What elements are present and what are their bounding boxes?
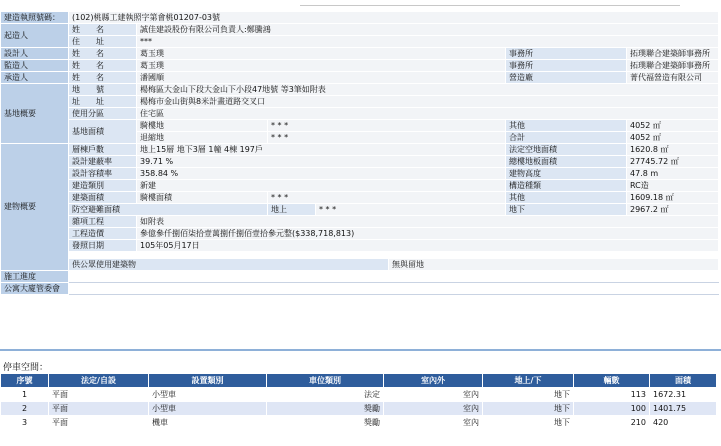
building-cost-label: 工程造價 — [69, 228, 137, 240]
permit-label: 建造執照號碼： — [1, 12, 69, 24]
table-row — [1, 402, 717, 416]
committee-value — [69, 283, 719, 295]
building-total-floor: 27745.72 ㎡ — [627, 156, 719, 168]
building-category: 新建 — [137, 180, 506, 192]
building-misc: 如附表 — [137, 216, 719, 228]
parking-header: 地上/下 — [483, 374, 574, 388]
site-setback-label: 退縮地 — [137, 132, 268, 144]
cell-type: 平面 — [49, 416, 149, 430]
cell-indoor: 室內 — [384, 402, 483, 416]
building-above: * * * — [316, 204, 506, 216]
site-arcade: * * * — [268, 120, 506, 132]
starter-section: 起造人 — [1, 24, 69, 48]
starter-addr-label: 住 址 — [69, 36, 137, 48]
building-public: 無與留地 — [389, 259, 719, 271]
building-other-label: 其他 — [506, 192, 627, 204]
site-arcade-label: 騎樓地 — [137, 120, 268, 132]
contractor-name-label: 姓 名 — [69, 72, 137, 84]
cell-type: 平面 — [49, 402, 149, 416]
parking-header: 輛數 — [574, 374, 650, 388]
contractor-name: 潘國順 — [137, 72, 506, 84]
cell-type: 平面 — [49, 388, 149, 402]
site-addr: 楊梅市金山街與8米計畫道路交叉口 — [137, 96, 719, 108]
supervisor-office-label: 事務所 — [506, 60, 627, 72]
building-arcade: * * * — [268, 192, 506, 204]
starter-name-label: 姓 名 — [69, 24, 137, 36]
cell-area: 1672.31 — [650, 388, 717, 402]
table-row — [1, 416, 717, 430]
site-total-label: 合計 — [506, 132, 627, 144]
progress-label: 施工進度 — [1, 271, 69, 283]
building-legal-open-label: 法定空地面積 — [506, 144, 627, 156]
progress-value — [69, 271, 719, 283]
site-section: 基地概要 — [1, 84, 69, 144]
starter-addr: *** — [137, 36, 719, 48]
site-zone-label: 使用分區 — [69, 108, 137, 120]
top-divider — [300, 5, 680, 6]
cell-indoor: 室內 — [384, 388, 483, 402]
site-other-label: 其他 — [506, 120, 627, 132]
designer-section: 設計人 — [1, 48, 69, 60]
parking-header: 室內外 — [384, 374, 483, 388]
designer-name: 葛玉璞 — [137, 48, 506, 60]
designer-office: 拓璞聯合建築師事務所 — [627, 48, 719, 60]
building-area-label: 建築面積 — [69, 192, 137, 204]
building-other: 1609.18 ㎡ — [627, 192, 719, 204]
building-issue-label: 發照日期 — [69, 240, 137, 252]
building-spacer — [69, 252, 719, 259]
building-structure: RC造 — [627, 180, 719, 192]
cell-count: 100 — [574, 402, 650, 416]
building-shelter-label: 防空避難面積 — [69, 204, 268, 216]
building-legal-open: 1620.8 ㎡ — [627, 144, 719, 156]
building-structure-label: 構造種類 — [506, 180, 627, 192]
building-below-label: 地下 — [506, 204, 627, 216]
cell-seq: 2 — [1, 402, 49, 416]
contractor-firm: 菁代福營造有限公司 — [627, 72, 719, 84]
supervisor-name: 葛玉璞 — [137, 60, 506, 72]
building-coverage: 39.71 % — [137, 156, 506, 168]
building-section: 建物概要 — [1, 144, 69, 271]
building-issue: 105年05月17日 — [137, 240, 719, 252]
parking-header: 法定/自設 — [49, 374, 149, 388]
cell-category: 小型車 — [149, 388, 267, 402]
site-setback: * * * — [268, 132, 506, 144]
cell-area: 420 — [650, 416, 717, 430]
cell-space-type: 法定 — [267, 388, 384, 402]
building-category-label: 建造類別 — [69, 180, 137, 192]
site-addr-label: 址 址 — [69, 96, 137, 108]
building-far: 358.84 % — [137, 168, 506, 180]
site-zone: 住宅區 — [137, 108, 719, 120]
site-area-label: 基地面積 — [69, 120, 137, 144]
cell-count: 113 — [574, 388, 650, 402]
designer-name-label: 姓 名 — [69, 48, 137, 60]
parking-header: 車位類別 — [267, 374, 384, 388]
building-cost: 參億參仟捌佰柒拾壹萬捌仟捌佰壹拾參元整($338,718,813) — [137, 228, 719, 240]
table-row — [1, 388, 717, 402]
parking-header: 面積 — [650, 374, 717, 388]
cell-category: 小型車 — [149, 402, 267, 416]
cell-area: 1401.75 — [650, 402, 717, 416]
building-height-label: 建物高度 — [506, 168, 627, 180]
cell-seq: 1 — [1, 388, 49, 402]
cell-indoor: 室內 — [384, 416, 483, 430]
site-other: 4052 ㎡ — [627, 120, 719, 132]
permit-table — [0, 11, 719, 295]
section-separator — [0, 349, 721, 351]
building-floors-label: 層棟戶數 — [69, 144, 137, 156]
building-arcade-label: 騎樓面積 — [137, 192, 268, 204]
cell-count: 210 — [574, 416, 650, 430]
site-lot-label: 地 號 — [69, 84, 137, 96]
parking-header: 設置類別 — [149, 374, 267, 388]
building-coverage-label: 設計建蔽率 — [69, 156, 137, 168]
cell-category: 機車 — [149, 416, 267, 430]
committee-label: 公寓大廈管委會 — [1, 283, 69, 295]
contractor-section: 承造人 — [1, 72, 69, 84]
building-misc-label: 雜項工程 — [69, 216, 137, 228]
designer-office-label: 事務所 — [506, 48, 627, 60]
parking-caption: 停車空間： — [3, 363, 49, 373]
cell-seq: 3 — [1, 416, 49, 430]
building-far-label: 設計容積率 — [69, 168, 137, 180]
parking-table — [0, 373, 717, 430]
cell-level: 地下 — [483, 402, 574, 416]
starter-name: 誠佳建設股份有限公司負責人:鄭騰鴻 — [137, 24, 719, 36]
cell-level: 地下 — [483, 416, 574, 430]
cell-space-type: 獎勵 — [267, 416, 384, 430]
supervisor-section: 監造人 — [1, 60, 69, 72]
parking-header: 序號 — [1, 374, 49, 388]
site-total: 4052 ㎡ — [627, 132, 719, 144]
building-above-label: 地上 — [268, 204, 316, 216]
building-total-floor-label: 總樓地板面積 — [506, 156, 627, 168]
parking-header-row — [1, 374, 717, 388]
supervisor-name-label: 姓 名 — [69, 60, 137, 72]
cell-space-type: 獎勵 — [267, 402, 384, 416]
contractor-firm-label: 營造廠 — [506, 72, 627, 84]
building-below: 2967.2 ㎡ — [627, 204, 719, 216]
building-public-label: 供公眾使用建築物 — [69, 259, 389, 271]
cell-level: 地下 — [483, 388, 574, 402]
permit-value: (102)桃縣工建執照字第會桃01207-03號 — [69, 12, 719, 24]
site-lot: 楊梅區大金山下段大金山下小段47地號 等3筆如附表 — [137, 84, 719, 96]
supervisor-office: 拓璞聯合建築師事務所 — [627, 60, 719, 72]
building-floors: 地上15層 地下3層 1幢 4棟 197戶 — [137, 144, 506, 156]
building-height: 47.8 m — [627, 168, 719, 180]
